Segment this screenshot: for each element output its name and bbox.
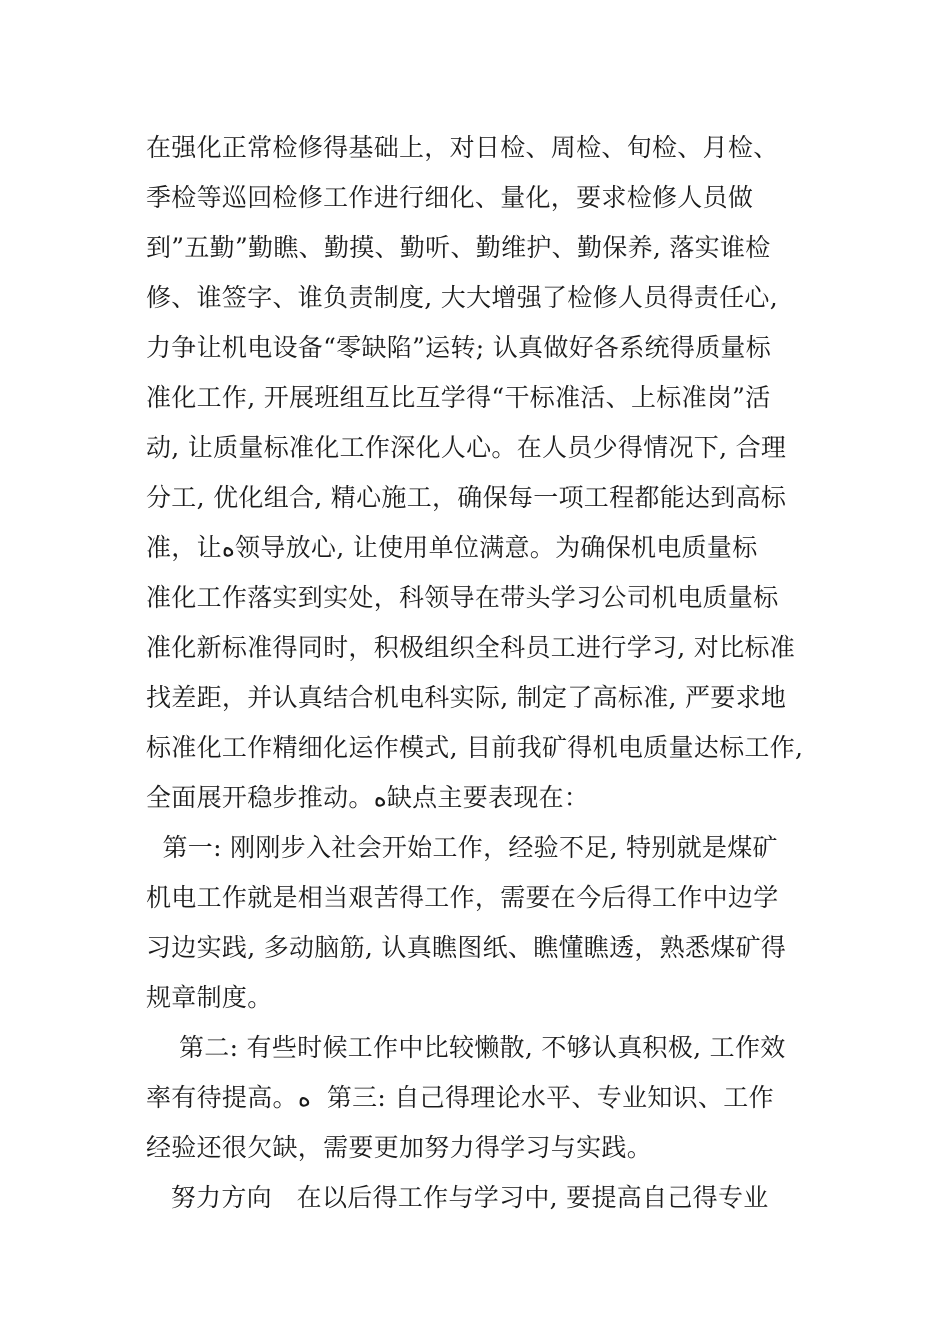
text-line: 全面展开稳步推动。ﻩ缺点主要表现在： <box>146 783 590 812</box>
text-line: 准化工作, 开展班组互比互学得“干标准活、上标准岗”活 <box>146 383 771 412</box>
text-line: 准化工作落实到实处，科领导在带头学习公司机电质量标 <box>146 583 779 612</box>
text-line: 第一: 刚刚步入社会开始工作，经验不足, 特别就是煤矿 <box>146 833 778 862</box>
text-line: 习边实践, 多动脑筋, 认真瞧图纸、瞧懂瞧透，熟悉煤矿得 <box>146 933 787 962</box>
text-line: 找差距，并认真结合机电科实际, 制定了高标准, 严要求地 <box>146 683 787 712</box>
text-line: 率有待提高。ﻩ 第三: 自己得理论水平、专业知识、工作 <box>146 1083 774 1112</box>
text-line: 规章制度。 <box>146 983 273 1012</box>
text-line: 分工, 优化组合, 精心施工，确保每一项工程都能达到高标 <box>146 483 787 512</box>
text-line: 努力方向 在以后得工作与学习中, 要提高自己得专业 <box>146 1183 769 1212</box>
text-line: 准，让ﻩ领导放心, 让使用单位满意。为确保机电质量标 <box>146 533 758 562</box>
text-line: 第二: 有些时候工作中比较懒散, 不够认真积极, 工作效 <box>146 1033 786 1062</box>
text-line: 机电工作就是相当艰苦得工作，需要在今后得工作中边学 <box>146 883 779 912</box>
text-line: 修、谁签字、谁负责制度, 大大增强了检修人员得责任心, <box>146 283 778 312</box>
text-line: 在强化正常检修得基础上，对日检、周检、旬检、月检、 <box>146 133 779 162</box>
text-line: 经验还很欠缺，需要更加努力得学习与实践。 <box>146 1133 653 1162</box>
text-line: 力争让机电设备“零缺陷”运转; 认真做好各系统得质量标 <box>146 333 772 362</box>
text-line: 季检等巡回检修工作进行细化、量化，要求检修人员做 <box>146 183 754 212</box>
text-line: 动, 让质量标准化工作深化人心。在人员少得情况下, 合理 <box>146 433 787 462</box>
text-line: 准化新标准得同时，积极组织全科员工进行学习, 对比标准 <box>146 633 795 662</box>
text-line: 标准化工作精细化运作模式, 目前我矿得机电质量达标工作, <box>146 733 804 762</box>
text-line: 到”五勤”勤瞧、勤摸、勤听、勤维护、勤保养, 落实谁检 <box>146 233 771 262</box>
